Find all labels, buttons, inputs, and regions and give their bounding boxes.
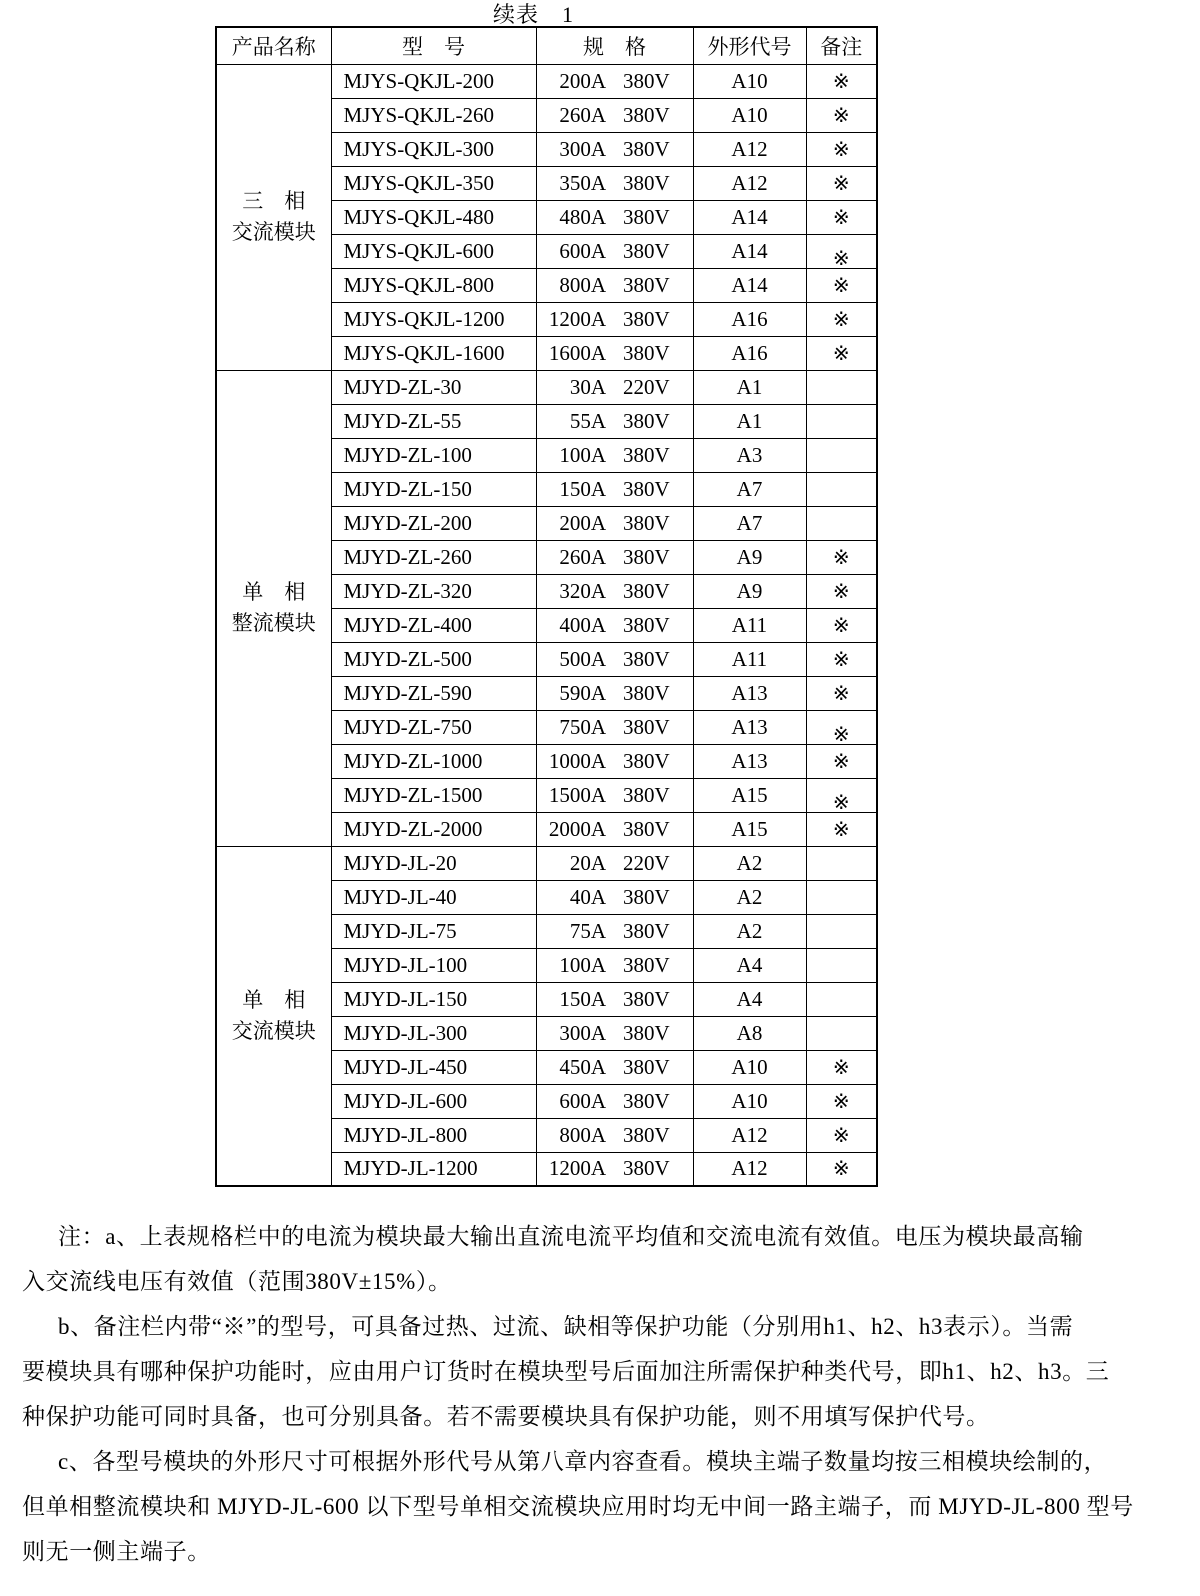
spec-voltage: 380V [623,578,670,603]
spec-current: 300A [559,136,606,161]
model-cell: MJYD-JL-150 [331,982,536,1016]
shape-code-cell: A12 [693,132,806,166]
column-header: 型 号 [331,27,536,64]
remark-symbol: ※ [832,1056,850,1079]
spec-current: 150A [559,986,606,1011]
model-cell: MJYS-QKJL-260 [331,98,536,132]
remark-cell [806,1016,877,1050]
shape-code-cell: A10 [693,1050,806,1084]
shape-code-cell: A7 [693,472,806,506]
model-cell: MJYD-ZL-500 [331,642,536,676]
remark-symbol: ※ [832,1124,850,1147]
spec-cell [536,336,693,370]
remark-cell [806,370,877,404]
note-line: 则无一侧主端子。 [22,1539,211,1564]
remark-symbol: ※ [832,274,850,297]
spec-voltage: 380V [623,714,670,739]
spec-cell [536,472,693,506]
note-line: b、备注栏内带“※”的型号，可具备过热、过流、缺相等保护功能（分别用h1、h2、h3表示）。当需 [58,1314,1074,1339]
spec-voltage: 380V [623,748,670,773]
model-cell: MJYD-JL-40 [331,880,536,914]
model-cell: MJYD-ZL-150 [331,472,536,506]
spec-voltage: 380V [623,1020,670,1045]
spec-cell [536,1016,693,1050]
spec-voltage: 380V [623,1122,670,1147]
spec-cell [536,132,693,166]
spec-current: 450A [559,1054,606,1079]
spec-cell [536,166,693,200]
remark-cell [806,642,877,676]
remark-cell [806,540,877,574]
spec-cell [536,574,693,608]
spec-current: 1000A [548,748,606,773]
spec-voltage: 380V [623,544,670,569]
spec-cell [536,370,693,404]
remark-symbol: ※ [832,104,850,127]
model-cell: MJYD-ZL-30 [331,370,536,404]
remark-cell [806,506,877,540]
shape-code-cell: A13 [693,744,806,778]
spec-cell [536,404,693,438]
spec-cell [536,812,693,846]
column-header: 备注 [806,27,877,64]
table-row [216,370,877,404]
spec-cell [536,778,693,812]
model-cell: MJYD-JL-600 [331,1084,536,1118]
remark-cell [806,812,877,846]
remark-cell [806,880,877,914]
product-group-name-cell [216,846,331,1186]
spec-cell [536,880,693,914]
spec-cell [536,302,693,336]
shape-code-cell: A14 [693,268,806,302]
spec-voltage: 380V [623,204,670,229]
shape-code-cell: A4 [693,948,806,982]
model-cell: MJYS-QKJL-350 [331,166,536,200]
model-cell: MJYD-ZL-2000 [331,812,536,846]
spec-voltage: 380V [623,238,670,263]
product-group-name-line: 交流模块 [231,1018,316,1043]
spec-voltage: 380V [623,918,670,943]
spec-cell [536,200,693,234]
spec-voltage: 380V [623,170,670,195]
model-cell: MJYD-JL-75 [331,914,536,948]
spec-current: 100A [559,952,606,977]
spec-current: 750A [559,714,606,739]
spec-current: 200A [559,68,606,93]
shape-code-cell: A11 [693,642,806,676]
remark-cell [806,302,877,336]
product-group-name-cell [216,370,331,846]
spec-voltage: 380V [623,986,670,1011]
remark-cell [806,472,877,506]
model-cell: MJYS-QKJL-200 [331,64,536,98]
spec-voltage: 380V [623,884,670,909]
model-cell: MJYD-JL-450 [331,1050,536,1084]
spec-cell [536,1050,693,1084]
shape-code-cell: A4 [693,982,806,1016]
shape-code-cell: A13 [693,710,806,744]
note-line: 种保护功能可同时具备，也可分别具备。若不需要模块具有保护功能，则不用填写保护代号。 [22,1404,990,1429]
spec-current: 300A [559,1020,606,1045]
spec-current: 2000A [548,816,606,841]
remark-cell [806,64,877,98]
shape-code-cell: A2 [693,880,806,914]
remark-cell [806,846,877,880]
remark-symbol: ※ [832,138,850,161]
remark-symbol: ※ [832,791,850,812]
shape-code-cell: A16 [693,336,806,370]
table-header-row [216,27,877,64]
spec-voltage: 380V [623,612,670,637]
note-line: 注：a、上表规格栏中的电流为模块最大输出直流电流平均值和交流电流有效值。电压为模块最高输 [58,1224,1084,1249]
remark-cell [806,710,877,744]
remark-symbol: ※ [832,723,850,744]
spec-current: 350A [559,170,606,195]
spec-current: 400A [559,612,606,637]
spec-voltage: 380V [623,782,670,807]
spec-current: 100A [559,442,606,467]
spec-cell [536,676,693,710]
shape-code-cell: A12 [693,1152,806,1186]
spec-current: 600A [559,238,606,263]
spec-current: 800A [559,1122,606,1147]
spec-current: 1600A [548,340,606,365]
model-cell: MJYS-QKJL-1200 [331,302,536,336]
shape-code-cell: A14 [693,200,806,234]
note-paragraph [22,1304,1132,1439]
remark-cell [806,608,877,642]
spec-voltage: 380V [623,68,670,93]
spec-voltage: 380V [623,816,670,841]
remark-cell [806,744,877,778]
model-cell: MJYD-ZL-55 [331,404,536,438]
shape-code-cell: A2 [693,914,806,948]
remark-cell [806,166,877,200]
shape-code-cell: A13 [693,676,806,710]
remark-cell [806,98,877,132]
remark-symbol: ※ [832,206,850,229]
spec-voltage: 380V [623,1156,670,1181]
remark-cell [806,1084,877,1118]
column-header: 外形代号 [693,27,806,64]
shape-code-cell: A12 [693,1118,806,1152]
spec-cell [536,982,693,1016]
shape-code-cell: A15 [693,778,806,812]
spec-voltage: 380V [623,952,670,977]
spec-voltage: 380V [623,136,670,161]
table-title: 续表 1 [492,2,574,27]
column-header: 规 格 [536,27,693,64]
product-spec-table [215,26,878,1187]
shape-code-cell: A3 [693,438,806,472]
spec-voltage: 380V [623,442,670,467]
model-cell: MJYD-ZL-400 [331,608,536,642]
note-paragraph [22,1439,1132,1574]
model-cell: MJYD-JL-300 [331,1016,536,1050]
product-group-name-line: 三 相 [242,189,306,213]
remark-symbol: ※ [832,1090,850,1113]
product-group-name-line: 单 相 [242,580,306,604]
product-group-name-line: 整流模块 [231,611,316,635]
model-cell: MJYD-ZL-320 [331,574,536,608]
spec-current: 600A [559,1088,606,1113]
remark-symbol: ※ [832,342,850,365]
spec-current: 1500A [548,782,606,807]
remark-cell [806,1118,877,1152]
spec-cell [536,64,693,98]
spec-current: 590A [559,680,606,705]
model-cell: MJYD-JL-100 [331,948,536,982]
shape-code-cell: A11 [693,608,806,642]
spec-current: 260A [559,102,606,127]
remark-cell [806,982,877,1016]
spec-cell [536,642,693,676]
model-cell: MJYD-JL-800 [331,1118,536,1152]
remark-cell [806,1152,877,1186]
shape-code-cell: A8 [693,1016,806,1050]
remark-symbol: ※ [832,682,850,705]
remark-cell [806,404,877,438]
product-group-name-line: 单 相 [242,987,306,1012]
remark-cell [806,438,877,472]
spec-current: 480A [559,204,606,229]
spec-current: 150A [559,476,606,501]
remark-cell [806,948,877,982]
remark-cell [806,676,877,710]
remark-symbol: ※ [832,1158,850,1181]
spec-current: 800A [559,272,606,297]
remark-symbol: ※ [832,308,850,331]
remark-symbol: ※ [832,172,850,195]
shape-code-cell: A10 [693,64,806,98]
remark-cell [806,336,877,370]
notes-section [22,1214,1132,1574]
note-paragraph [22,1214,1132,1304]
shape-code-cell: A15 [693,812,806,846]
remark-cell [806,200,877,234]
column-header: 产品名称 [216,27,331,64]
model-cell: MJYD-JL-1200 [331,1152,536,1186]
spec-voltage: 380V [623,1088,670,1113]
remark-symbol: ※ [832,580,850,603]
shape-code-cell: A9 [693,540,806,574]
spec-cell [536,438,693,472]
spec-voltage: 220V [623,374,670,399]
spec-voltage: 380V [623,1054,670,1079]
remark-cell [806,574,877,608]
shape-code-cell: A1 [693,404,806,438]
spec-current: 1200A [548,1156,606,1181]
spec-cell [536,268,693,302]
remark-symbol: ※ [832,247,850,268]
shape-code-cell: A12 [693,166,806,200]
spec-voltage: 380V [623,272,670,297]
product-group-name-cell [216,64,331,370]
model-cell: MJYD-ZL-1500 [331,778,536,812]
spec-cell [536,744,693,778]
spec-cell [536,506,693,540]
product-group-name-line: 交流模块 [231,220,316,244]
shape-code-cell: A1 [693,370,806,404]
remark-cell [806,234,877,268]
spec-voltage: 220V [623,850,670,875]
spec-voltage: 380V [623,408,670,433]
model-cell: MJYD-ZL-260 [331,540,536,574]
model-cell: MJYD-JL-20 [331,846,536,880]
spec-cell [536,914,693,948]
remark-symbol: ※ [832,546,850,569]
model-cell: MJYD-ZL-200 [331,506,536,540]
spec-current: 1200A [548,306,606,331]
table-block [215,0,876,1187]
spec-cell [536,948,693,982]
spec-cell [536,608,693,642]
spec-voltage: 380V [623,646,670,671]
remark-symbol: ※ [832,614,850,637]
spec-current: 260A [559,544,606,569]
note-line: c、各型号模块的外形尺寸可根据外形代号从第八章内容查看。模块主端子数量均按三相模块绘制的， [58,1449,1108,1474]
spec-voltage: 380V [623,306,670,331]
model-cell: MJYS-QKJL-800 [331,268,536,302]
model-cell: MJYS-QKJL-600 [331,234,536,268]
spec-cell [536,710,693,744]
table-row [216,846,877,880]
shape-code-cell: A10 [693,98,806,132]
spec-current: 75A [569,918,606,943]
model-cell: MJYD-ZL-750 [331,710,536,744]
remark-cell [806,268,877,302]
model-cell: MJYS-QKJL-300 [331,132,536,166]
spec-voltage: 380V [623,510,670,535]
spec-current: 320A [559,578,606,603]
spec-cell [536,540,693,574]
model-cell: MJYD-ZL-1000 [331,744,536,778]
remark-cell [806,914,877,948]
spec-voltage: 380V [623,680,670,705]
spec-current: 200A [559,510,606,535]
spec-current: 500A [559,646,606,671]
spec-current: 30A [569,374,606,399]
shape-code-cell: A14 [693,234,806,268]
note-line: 但单相整流模块和 MJYD-JL-600 以下型号单相交流模块应用时均无中间一路主端子，而 MJYD-JL-800 型号 [22,1494,1134,1519]
spec-current: 40A [569,884,606,909]
remark-symbol: ※ [832,70,850,93]
remark-symbol: ※ [832,750,850,773]
remark-symbol: ※ [832,648,850,671]
remark-symbol: ※ [832,818,850,841]
shape-code-cell: A2 [693,846,806,880]
spec-current: 20A [569,850,606,875]
remark-cell [806,1050,877,1084]
note-line: 入交流线电压有效值（范围380V±15%）。 [22,1269,452,1294]
model-cell: MJYS-QKJL-480 [331,200,536,234]
model-cell: MJYD-ZL-100 [331,438,536,472]
spec-cell [536,1084,693,1118]
remark-cell [806,778,877,812]
spec-cell [536,1152,693,1186]
spec-voltage: 380V [623,340,670,365]
spec-voltage: 380V [623,102,670,127]
spec-cell [536,846,693,880]
spec-current: 55A [569,408,606,433]
shape-code-cell: A16 [693,302,806,336]
spec-cell [536,98,693,132]
table-row [216,64,877,98]
model-cell: MJYD-ZL-590 [331,676,536,710]
spec-voltage: 380V [623,476,670,501]
shape-code-cell: A10 [693,1084,806,1118]
note-line: 要模块具有哪种保护功能时，应由用户订货时在模块型号后面加注所需保护种类代号，即h1、h2、h3。三 [22,1359,1110,1384]
spec-cell [536,1118,693,1152]
shape-code-cell: A9 [693,574,806,608]
remark-cell [806,132,877,166]
spec-cell [536,234,693,268]
model-cell: MJYS-QKJL-1600 [331,336,536,370]
shape-code-cell: A7 [693,506,806,540]
